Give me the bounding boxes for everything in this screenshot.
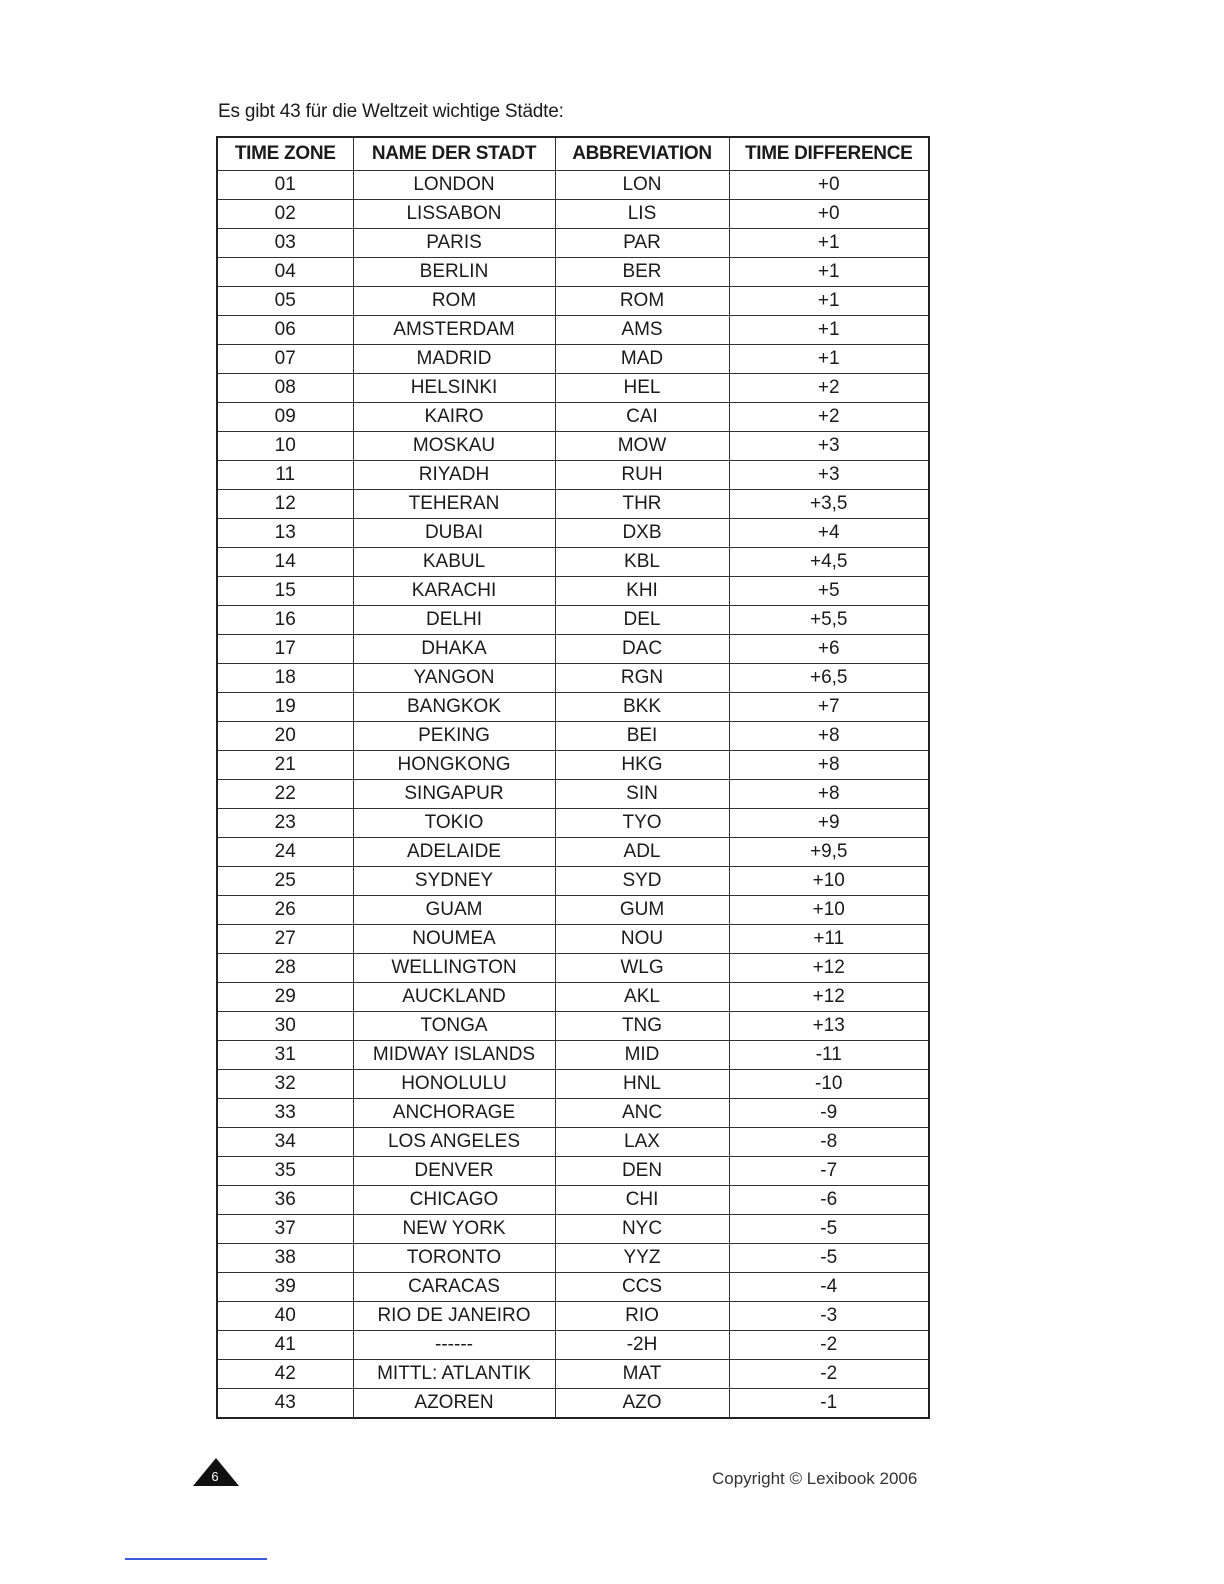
cell-time-zone: 33 bbox=[217, 1099, 353, 1128]
cell-city-name: AMSTERDAM bbox=[353, 316, 555, 345]
cell-time-difference: +3 bbox=[729, 461, 929, 490]
cell-time-zone: 36 bbox=[217, 1186, 353, 1215]
cell-city-name: WELLINGTON bbox=[353, 954, 555, 983]
cell-abbreviation: HEL bbox=[555, 374, 729, 403]
cell-time-zone: 30 bbox=[217, 1012, 353, 1041]
cell-abbreviation: RGN bbox=[555, 664, 729, 693]
table-row bbox=[217, 780, 929, 809]
cell-time-zone: 01 bbox=[217, 171, 353, 200]
table-row bbox=[217, 867, 929, 896]
cell-time-zone: 14 bbox=[217, 548, 353, 577]
cell-time-difference: -11 bbox=[729, 1041, 929, 1070]
table-row bbox=[217, 1215, 929, 1244]
cell-abbreviation: BER bbox=[555, 258, 729, 287]
cell-time-zone: 16 bbox=[217, 606, 353, 635]
cell-time-difference: +0 bbox=[729, 200, 929, 229]
cell-city-name: HONOLULU bbox=[353, 1070, 555, 1099]
cell-abbreviation: LAX bbox=[555, 1128, 729, 1157]
cell-time-difference: +12 bbox=[729, 954, 929, 983]
cell-abbreviation: NYC bbox=[555, 1215, 729, 1244]
cell-time-zone: 15 bbox=[217, 577, 353, 606]
cell-time-difference: +9,5 bbox=[729, 838, 929, 867]
cell-abbreviation: MOW bbox=[555, 432, 729, 461]
cell-city-name: SYDNEY bbox=[353, 867, 555, 896]
cell-time-difference: +7 bbox=[729, 693, 929, 722]
cell-abbreviation: TNG bbox=[555, 1012, 729, 1041]
table-row bbox=[217, 1273, 929, 1302]
cell-time-zone: 11 bbox=[217, 461, 353, 490]
table-row bbox=[217, 258, 929, 287]
cell-time-difference: +8 bbox=[729, 751, 929, 780]
cell-time-zone: 31 bbox=[217, 1041, 353, 1070]
cell-time-zone: 34 bbox=[217, 1128, 353, 1157]
table-row bbox=[217, 200, 929, 229]
cell-time-difference: -6 bbox=[729, 1186, 929, 1215]
table-row bbox=[217, 606, 929, 635]
table-row bbox=[217, 1157, 929, 1186]
cell-abbreviation: TYO bbox=[555, 809, 729, 838]
cell-city-name: RIO DE JANEIRO bbox=[353, 1302, 555, 1331]
table-row bbox=[217, 954, 929, 983]
table-row bbox=[217, 577, 929, 606]
cell-city-name: ADELAIDE bbox=[353, 838, 555, 867]
cell-city-name: LOS ANGELES bbox=[353, 1128, 555, 1157]
cell-abbreviation: ROM bbox=[555, 287, 729, 316]
table-row bbox=[217, 664, 929, 693]
cell-time-difference: +3,5 bbox=[729, 490, 929, 519]
cell-city-name: KAIRO bbox=[353, 403, 555, 432]
cell-abbreviation: DAC bbox=[555, 635, 729, 664]
table-row bbox=[217, 229, 929, 258]
cell-time-difference: +1 bbox=[729, 229, 929, 258]
cell-time-difference: +1 bbox=[729, 316, 929, 345]
table-row bbox=[217, 287, 929, 316]
cell-city-name: MIDWAY ISLANDS bbox=[353, 1041, 555, 1070]
cell-city-name: YANGON bbox=[353, 664, 555, 693]
cell-time-zone: 08 bbox=[217, 374, 353, 403]
cell-time-zone: 20 bbox=[217, 722, 353, 751]
cell-abbreviation: AMS bbox=[555, 316, 729, 345]
cell-time-zone: 04 bbox=[217, 258, 353, 287]
cell-time-difference: -4 bbox=[729, 1273, 929, 1302]
cell-time-difference: +2 bbox=[729, 403, 929, 432]
cell-time-difference: +6 bbox=[729, 635, 929, 664]
table-row bbox=[217, 490, 929, 519]
cell-abbreviation: RUH bbox=[555, 461, 729, 490]
header-time-zone: TIME ZONE bbox=[217, 137, 353, 171]
cell-time-zone: 43 bbox=[217, 1389, 353, 1419]
cell-city-name: SINGAPUR bbox=[353, 780, 555, 809]
cell-city-name: ------ bbox=[353, 1331, 555, 1360]
cell-time-zone: 18 bbox=[217, 664, 353, 693]
cell-city-name: KABUL bbox=[353, 548, 555, 577]
cell-abbreviation: MAT bbox=[555, 1360, 729, 1389]
table-row bbox=[217, 519, 929, 548]
cell-time-difference: -10 bbox=[729, 1070, 929, 1099]
cell-city-name: LISSABON bbox=[353, 200, 555, 229]
cell-time-difference: +5 bbox=[729, 577, 929, 606]
cell-time-difference: -7 bbox=[729, 1157, 929, 1186]
cell-time-zone: 05 bbox=[217, 287, 353, 316]
cell-time-zone: 06 bbox=[217, 316, 353, 345]
table-row bbox=[217, 1128, 929, 1157]
cell-city-name: TEHERAN bbox=[353, 490, 555, 519]
cell-city-name: BANGKOK bbox=[353, 693, 555, 722]
table-row bbox=[217, 635, 929, 664]
cell-time-zone: 17 bbox=[217, 635, 353, 664]
cell-time-difference: +5,5 bbox=[729, 606, 929, 635]
cell-city-name: AZOREN bbox=[353, 1389, 555, 1419]
cell-abbreviation: CCS bbox=[555, 1273, 729, 1302]
cell-abbreviation: DEL bbox=[555, 606, 729, 635]
header-time-difference: TIME DIFFERENCE bbox=[729, 137, 929, 171]
cell-city-name: NEW YORK bbox=[353, 1215, 555, 1244]
table-row bbox=[217, 461, 929, 490]
cell-time-difference: +9 bbox=[729, 809, 929, 838]
cell-city-name: NOUMEA bbox=[353, 925, 555, 954]
cell-abbreviation: -2H bbox=[555, 1331, 729, 1360]
cell-time-zone: 41 bbox=[217, 1331, 353, 1360]
cell-abbreviation: SYD bbox=[555, 867, 729, 896]
cell-time-zone: 10 bbox=[217, 432, 353, 461]
cell-abbreviation: AKL bbox=[555, 983, 729, 1012]
cell-time-difference: +8 bbox=[729, 722, 929, 751]
cell-abbreviation: CHI bbox=[555, 1186, 729, 1215]
cell-abbreviation: MID bbox=[555, 1041, 729, 1070]
header-city-name: NAME DER STADT bbox=[353, 137, 555, 171]
cell-abbreviation: RIO bbox=[555, 1302, 729, 1331]
cell-city-name: DUBAI bbox=[353, 519, 555, 548]
cell-city-name: MADRID bbox=[353, 345, 555, 374]
cell-time-difference: +3 bbox=[729, 432, 929, 461]
time-zone-table bbox=[216, 136, 930, 1419]
table-row bbox=[217, 693, 929, 722]
cell-abbreviation: MAD bbox=[555, 345, 729, 374]
cell-abbreviation: KBL bbox=[555, 548, 729, 577]
cell-time-zone: 12 bbox=[217, 490, 353, 519]
cell-time-difference: +1 bbox=[729, 345, 929, 374]
cell-time-zone: 28 bbox=[217, 954, 353, 983]
cell-city-name: LONDON bbox=[353, 171, 555, 200]
cell-time-difference: +1 bbox=[729, 258, 929, 287]
table-row bbox=[217, 1041, 929, 1070]
cell-time-zone: 22 bbox=[217, 780, 353, 809]
cell-time-zone: 35 bbox=[217, 1157, 353, 1186]
cell-city-name: CARACAS bbox=[353, 1273, 555, 1302]
cell-time-difference: +11 bbox=[729, 925, 929, 954]
copyright-text: Copyright © Lexibook 2006 bbox=[712, 1469, 918, 1488]
cell-time-difference: +1 bbox=[729, 287, 929, 316]
cell-time-difference: -9 bbox=[729, 1099, 929, 1128]
cell-abbreviation: GUM bbox=[555, 896, 729, 925]
cell-abbreviation: WLG bbox=[555, 954, 729, 983]
cell-abbreviation: CAI bbox=[555, 403, 729, 432]
cell-abbreviation: LIS bbox=[555, 200, 729, 229]
table-row bbox=[217, 809, 929, 838]
cell-city-name: BERLIN bbox=[353, 258, 555, 287]
table-row bbox=[217, 896, 929, 925]
table-row bbox=[217, 838, 929, 867]
table-row bbox=[217, 722, 929, 751]
cell-time-difference: +12 bbox=[729, 983, 929, 1012]
cell-time-difference: -2 bbox=[729, 1331, 929, 1360]
cell-abbreviation: NOU bbox=[555, 925, 729, 954]
cell-time-zone: 26 bbox=[217, 896, 353, 925]
cell-abbreviation: AZO bbox=[555, 1389, 729, 1419]
cell-time-zone: 32 bbox=[217, 1070, 353, 1099]
cell-time-difference: +8 bbox=[729, 780, 929, 809]
cell-time-zone: 21 bbox=[217, 751, 353, 780]
cell-city-name: MOSKAU bbox=[353, 432, 555, 461]
table-row bbox=[217, 345, 929, 374]
cell-abbreviation: HKG bbox=[555, 751, 729, 780]
cell-city-name: GUAM bbox=[353, 896, 555, 925]
cell-city-name: HONGKONG bbox=[353, 751, 555, 780]
cell-time-zone: 24 bbox=[217, 838, 353, 867]
cell-city-name: ROM bbox=[353, 287, 555, 316]
cell-time-difference: +0 bbox=[729, 171, 929, 200]
cell-time-difference: -8 bbox=[729, 1128, 929, 1157]
cell-time-difference: +4,5 bbox=[729, 548, 929, 577]
cell-time-difference: -3 bbox=[729, 1302, 929, 1331]
table-row bbox=[217, 1244, 929, 1273]
cell-abbreviation: YYZ bbox=[555, 1244, 729, 1273]
cell-time-difference: +13 bbox=[729, 1012, 929, 1041]
cell-time-zone: 40 bbox=[217, 1302, 353, 1331]
cell-abbreviation: DXB bbox=[555, 519, 729, 548]
cell-city-name: TONGA bbox=[353, 1012, 555, 1041]
table-row bbox=[217, 983, 929, 1012]
cell-time-difference: -5 bbox=[729, 1215, 929, 1244]
table-body bbox=[217, 171, 929, 1419]
table-row bbox=[217, 925, 929, 954]
table-row bbox=[217, 171, 929, 200]
cell-time-difference: +6,5 bbox=[729, 664, 929, 693]
cell-time-difference: +4 bbox=[729, 519, 929, 548]
cell-time-zone: 09 bbox=[217, 403, 353, 432]
cell-city-name: CHICAGO bbox=[353, 1186, 555, 1215]
cell-abbreviation: DEN bbox=[555, 1157, 729, 1186]
table-row bbox=[217, 1302, 929, 1331]
table-row bbox=[217, 432, 929, 461]
cell-city-name: MITTL: ATLANTIK bbox=[353, 1360, 555, 1389]
cell-abbreviation: KHI bbox=[555, 577, 729, 606]
cell-time-zone: 39 bbox=[217, 1273, 353, 1302]
cell-time-difference: -5 bbox=[729, 1244, 929, 1273]
cell-city-name: ANCHORAGE bbox=[353, 1099, 555, 1128]
cell-time-zone: 03 bbox=[217, 229, 353, 258]
cell-time-zone: 23 bbox=[217, 809, 353, 838]
cell-abbreviation: HNL bbox=[555, 1070, 729, 1099]
cell-city-name: RIYADH bbox=[353, 461, 555, 490]
cell-time-zone: 27 bbox=[217, 925, 353, 954]
page-number: 6 bbox=[211, 1469, 219, 1484]
cell-city-name: DENVER bbox=[353, 1157, 555, 1186]
cell-city-name: TORONTO bbox=[353, 1244, 555, 1273]
table-row bbox=[217, 751, 929, 780]
bottom-divider bbox=[125, 1558, 267, 1560]
cell-city-name: TOKIO bbox=[353, 809, 555, 838]
cell-time-zone: 38 bbox=[217, 1244, 353, 1273]
cell-time-difference: +10 bbox=[729, 896, 929, 925]
cell-time-zone: 29 bbox=[217, 983, 353, 1012]
cell-abbreviation: LON bbox=[555, 171, 729, 200]
cell-city-name: HELSINKI bbox=[353, 374, 555, 403]
table-row bbox=[217, 1012, 929, 1041]
cell-abbreviation: BKK bbox=[555, 693, 729, 722]
table-header-row bbox=[217, 137, 929, 171]
cell-city-name: PARIS bbox=[353, 229, 555, 258]
cell-time-zone: 37 bbox=[217, 1215, 353, 1244]
cell-abbreviation: PAR bbox=[555, 229, 729, 258]
table-row bbox=[217, 1099, 929, 1128]
cell-city-name: KARACHI bbox=[353, 577, 555, 606]
cell-abbreviation: ADL bbox=[555, 838, 729, 867]
cell-time-difference: -1 bbox=[729, 1389, 929, 1419]
table-row bbox=[217, 1389, 929, 1419]
cell-abbreviation: ANC bbox=[555, 1099, 729, 1128]
header-abbreviation: ABBREVIATION bbox=[555, 137, 729, 171]
table-row bbox=[217, 548, 929, 577]
cell-city-name: PEKING bbox=[353, 722, 555, 751]
table-row bbox=[217, 1070, 929, 1099]
cell-abbreviation: SIN bbox=[555, 780, 729, 809]
cell-time-zone: 13 bbox=[217, 519, 353, 548]
table-row bbox=[217, 1186, 929, 1215]
cell-city-name: AUCKLAND bbox=[353, 983, 555, 1012]
cell-abbreviation: THR bbox=[555, 490, 729, 519]
table-row bbox=[217, 1360, 929, 1389]
cell-time-difference: +10 bbox=[729, 867, 929, 896]
cell-time-zone: 07 bbox=[217, 345, 353, 374]
cell-abbreviation: BEI bbox=[555, 722, 729, 751]
cell-city-name: DELHI bbox=[353, 606, 555, 635]
table-row bbox=[217, 1331, 929, 1360]
intro-text: Es gibt 43 für die Weltzeit wichtige Städte: bbox=[218, 101, 564, 122]
cell-time-zone: 25 bbox=[217, 867, 353, 896]
cell-time-difference: +2 bbox=[729, 374, 929, 403]
cell-time-difference: -2 bbox=[729, 1360, 929, 1389]
cell-time-zone: 42 bbox=[217, 1360, 353, 1389]
table-row bbox=[217, 403, 929, 432]
table-row bbox=[217, 316, 929, 345]
cell-time-zone: 19 bbox=[217, 693, 353, 722]
cell-time-zone: 02 bbox=[217, 200, 353, 229]
cell-city-name: DHAKA bbox=[353, 635, 555, 664]
table-row bbox=[217, 374, 929, 403]
